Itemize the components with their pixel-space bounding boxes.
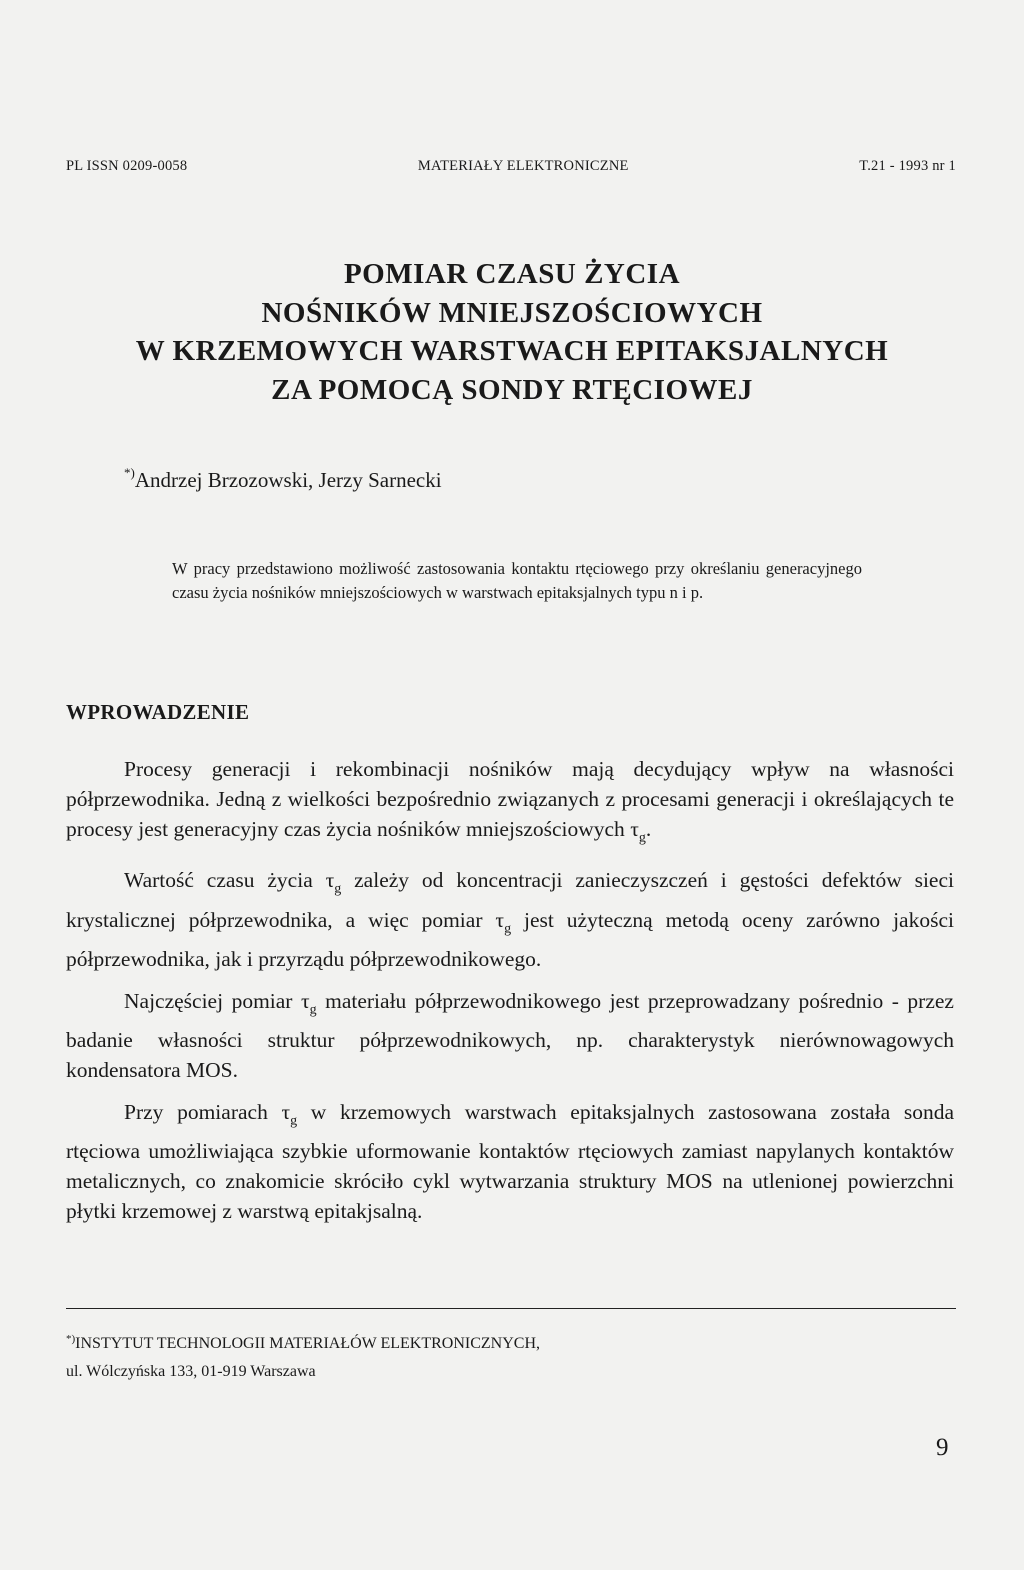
footnote-line [66, 1325, 540, 1358]
journal-name: MATERIAŁY ELEKTRONICZNE [417, 158, 629, 174]
subscript-g: g [504, 920, 512, 936]
article-title [0, 255, 1024, 409]
author-names: Andrzej Brzozowski, Jerzy Sarnecki [134, 468, 442, 492]
title-line: POMIAR CZASU ŻYCIA [343, 258, 681, 290]
paragraph [66, 986, 954, 1085]
running-header [66, 158, 956, 175]
paragraph-text: Najczęściej pomiar [124, 988, 301, 1013]
title-line: NOŚNIKÓW MNIEJSZOŚCIOWYCH [261, 296, 763, 329]
volume-info: T.21 - 1993 nr 1 [859, 158, 956, 174]
tau-symbol: τ [281, 1100, 291, 1125]
title-line: W KRZEMOWYCH WARSTWACH EPITAKSJALNYCH [135, 335, 889, 367]
footnote-divider [66, 1308, 956, 1309]
subscript-g: g [309, 1002, 317, 1018]
tau-symbol: τ [325, 868, 335, 893]
footnote [66, 1325, 540, 1386]
paragraph [66, 1097, 954, 1226]
paragraph [66, 865, 954, 974]
authors [124, 465, 442, 493]
tau-symbol: τ [630, 817, 639, 841]
footnote-marker: *) [66, 1333, 76, 1345]
tau-symbol: τ [495, 907, 505, 932]
paragraph-text: w krzemowych warstwach epitaksjalnych zastosowana została sonda rtęciowa umożliwiająca szybkie uformowanie kontaktów rtęciowych zamiast napylanych kontaktów metalicznych, co znakomicie skróciło cykl wytwarzania struktury MOS na utlenionej powierzchni płytki krzemowej z warstwą epitakjsalną. [66, 1100, 954, 1224]
paragraph [66, 754, 954, 853]
paragraph-text: Przy pomiarach [124, 1100, 282, 1125]
author-footnote-marker: *) [124, 465, 135, 480]
abstract: W pracy przedstawiono możliwość zastosowania kontaktu rtęciowego przy określaniu generacyjnego czasu życia nośników mniejszościowych w warstwach epitaksjalnych typu n i p. [172, 559, 862, 602]
paragraph-text: Wartość czasu życia [124, 868, 326, 893]
footnote-institution: INSTYTUT TECHNOLOGII MATERIAŁÓW ELEKTRONICZNYCH, [75, 1335, 541, 1352]
paragraph-text: materiału półprzewodnikowego jest przeprowadzany pośrednio - przez badanie własności struktur półprzewodnikowych, np. charakterystyk nierównowagowych kondensatora MOS. [66, 988, 954, 1083]
title-line: ZA POMOCĄ SONDY RTĘCIOWEJ [271, 373, 753, 406]
subscript-g: g [334, 881, 342, 897]
issn: PL ISSN 0209-0058 [66, 158, 188, 174]
tau-symbol: τ [300, 988, 310, 1013]
page-number: 9 [936, 1434, 949, 1461]
paragraph-text: jest użyteczną metodą oceny zarówno jakości półprzewodnika, jak i przyrządu półprzewodnikowego. [66, 907, 954, 971]
section-heading: WPROWADZENIE [66, 700, 250, 724]
paragraph-text: Procesy generacji i rekombinacji nośników mają decydujący wpływ na własności półprzewodnika. Jedną z wielkości bezpośrednio związanych z procesami generacji i określających te procesy jest generacyjny czas życia nośników mniejszościowych [66, 757, 954, 841]
subscript-g: g [290, 1113, 298, 1129]
footnote-address: ul. Wólczyńska 133, 01-919 Warszawa [66, 1363, 316, 1380]
paragraph-text: . [645, 817, 652, 841]
subscript-g: g [638, 830, 646, 846]
paragraph-text: zależy od koncentracji zanieczyszczeń i gęstości defektów sieci krystalicznej półprzewodnika, a więc pomiar [66, 868, 954, 932]
body-text [66, 754, 954, 1238]
